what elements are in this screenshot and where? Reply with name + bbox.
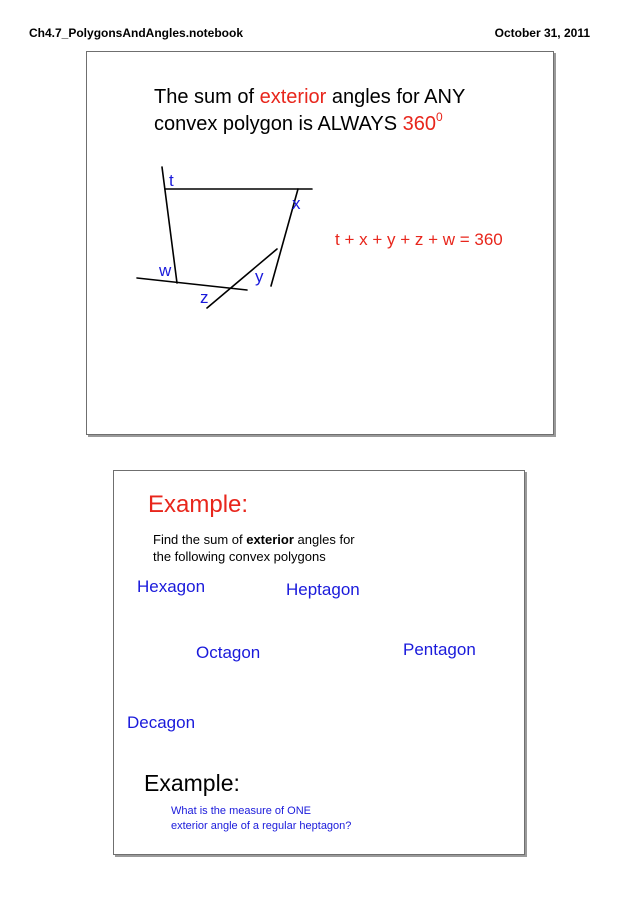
polygon-decagon: Decagon (127, 713, 196, 732)
label-z: z (200, 288, 209, 307)
statement-text: The sum of (154, 86, 260, 108)
prompt-line-1 (153, 531, 355, 549)
prompt-text: Find the sum of (153, 532, 247, 547)
notebook-date: October 31, 2011 (494, 26, 590, 40)
polygon-heptagon: Heptagon (286, 580, 360, 599)
statement-text: angles for ANY (326, 86, 466, 108)
statement-exterior-word: exterior (259, 86, 327, 108)
example-2-title: Example: (144, 770, 240, 796)
slide-examples (113, 470, 525, 855)
edge-bottom-right (207, 249, 277, 308)
polygon-octagon: Octagon (196, 643, 261, 662)
question-line-1: What is the measure of ONE (171, 805, 311, 817)
label-t: t (169, 171, 174, 190)
label-y: y (255, 267, 264, 286)
prompt-text: angles for (293, 532, 355, 547)
polygon-pentagon: Pentagon (403, 640, 476, 659)
example-title: Example: (148, 491, 249, 518)
statement-text: convex polygon is ALWAYS (154, 113, 403, 135)
label-x: x (292, 194, 301, 213)
notebook-filename: Ch4.7_PolygonsAndAngles.notebook (29, 26, 244, 40)
question-line-2: exterior angle of a regular heptagon? (171, 820, 352, 832)
prompt-line-2: the following convex polygons (153, 549, 326, 564)
statement-360: 360 (402, 113, 437, 135)
label-w: w (159, 261, 172, 280)
prompt-exterior-word: exterior (246, 532, 294, 547)
degree-superscript: 0 (436, 110, 443, 124)
sum-equation: t + x + y + z + w = 360 (335, 230, 503, 249)
slide-exterior-angle-sum (86, 51, 554, 435)
polygon-hexagon: Hexagon (137, 577, 206, 596)
